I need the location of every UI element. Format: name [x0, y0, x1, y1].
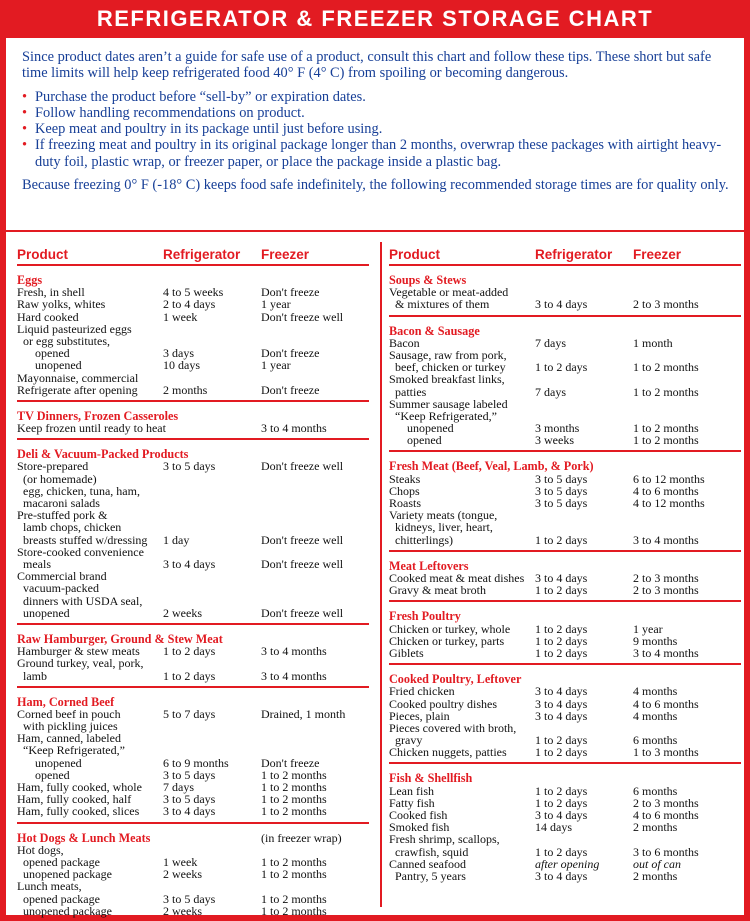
header-freezer: Freezer — [261, 247, 310, 262]
product-cell: opened — [17, 346, 70, 361]
freezer-cell: 1 year — [261, 358, 291, 373]
freezer-cell: 1 to 2 months — [261, 903, 327, 918]
freezer-cell: 1 to 3 months — [633, 745, 699, 760]
product-cell: Pantry, 5 years — [389, 868, 466, 883]
product-cell: Fatty fish — [389, 795, 435, 810]
product-cell: Refrigerate after opening — [17, 382, 138, 397]
table-row — [389, 746, 741, 758]
food-section — [389, 602, 741, 665]
freezer-cell: 3 to 4 months — [261, 668, 327, 683]
section-title-text: Deli & Vacuum-Packed Products — [17, 447, 189, 462]
product-cell: crawfish, squid — [389, 844, 469, 859]
table-row — [17, 534, 369, 546]
table-row — [389, 833, 741, 845]
freezer-cell: 1 to 2 months — [261, 780, 327, 795]
freezer-cell: 1 to 2 months — [633, 384, 699, 399]
freezer-cell: Don't freeze well — [261, 605, 344, 620]
table-row — [17, 744, 369, 756]
freezer-cell: 2 to 3 months — [633, 571, 699, 585]
section-title-text: Raw Hamburger, Ground & Stew Meat — [17, 631, 223, 646]
section-note: (in freezer wrap) — [261, 830, 342, 845]
product-cell: unopened — [17, 358, 82, 373]
freezer-cell: Drained, 1 month — [261, 706, 346, 721]
refrigerator-cell: 3 to 5 days — [163, 767, 216, 782]
product-cell: macaroni salads — [17, 496, 100, 511]
freezer-cell: 3 to 4 months — [261, 644, 327, 659]
refrigerator-cell: 3 to 4 days — [535, 868, 588, 883]
product-cell: opened — [389, 433, 442, 448]
right-column — [389, 244, 741, 886]
product-cell: Ham, fully cooked, half — [17, 792, 132, 807]
freezer-cell: Don't freeze — [261, 285, 320, 300]
table-row — [17, 359, 369, 371]
refrigerator-cell: 1 to 2 days — [535, 745, 588, 760]
table-row — [389, 647, 741, 659]
section-title-text: Cooked Poultry, Leftover — [389, 672, 522, 687]
freezer-cell: 1 to 2 months — [261, 767, 327, 782]
freezer-cell: 3 to 4 months — [261, 421, 327, 436]
food-section — [389, 266, 741, 317]
freezer-cell: out of can — [633, 856, 681, 871]
refrigerator-cell: 1 to 2 days — [535, 532, 588, 547]
product-cell: Vegetable or meat-added — [389, 285, 509, 300]
product-cell: gravy — [389, 733, 423, 748]
chart-body — [6, 230, 744, 918]
tip-item: • Follow handling recommendations on product. — [22, 104, 305, 121]
refrigerator-cell: 3 to 4 days — [535, 708, 588, 723]
table-row — [17, 582, 369, 594]
product-cell: opened package — [17, 854, 100, 869]
product-cell: Fresh shrimp, scallops, — [389, 832, 500, 847]
freezer-cell: 9 months — [633, 633, 678, 648]
product-cell: Fried chicken — [389, 684, 455, 699]
product-cell: Ham, canned, labeled — [17, 731, 121, 746]
product-cell: “Keep Refrigerated,” — [389, 408, 497, 423]
tip-item: • If freezing meat and poultry in its original package longer than 2 months, overwrap these packages with airtight heavy-duty foil, plastic wrap, or freezer paper, or place the package inside a plastic bag. — [22, 137, 722, 170]
bullet-icon: • — [22, 104, 28, 121]
table-row — [389, 434, 741, 446]
section-title-text: Fresh Meat (Beef, Veal, Lamb, & Pork) — [389, 459, 594, 474]
section-title — [17, 832, 369, 844]
freezer-cell: 1 to 2 months — [261, 854, 327, 869]
product-cell: Chicken or turkey, parts — [389, 633, 505, 648]
product-cell: opened package — [17, 891, 100, 906]
product-cell: meals — [17, 556, 51, 571]
refrigerator-cell: 1 week — [163, 309, 198, 324]
table-row — [17, 880, 369, 892]
table-row — [17, 670, 369, 682]
freezer-cell: 3 to 4 months — [633, 645, 699, 660]
intro-panel — [6, 38, 744, 230]
section-title-text: Soups & Stews — [389, 273, 467, 287]
product-cell: or egg substitutes, — [17, 333, 110, 348]
refrigerator-cell: 3 to 5 days — [163, 891, 216, 906]
refrigerator-cell: 1 to 2 days — [535, 621, 588, 636]
bullet-icon: • — [22, 121, 28, 138]
product-cell: unopened package — [17, 903, 112, 918]
header-freezer: Freezer — [633, 247, 682, 262]
refrigerator-cell: 3 weeks — [535, 433, 574, 448]
product-cell: unopened — [17, 755, 82, 770]
refrigerator-cell: 3 to 5 days — [535, 483, 588, 498]
header-refrigerator: Refrigerator — [163, 247, 241, 262]
freezer-cell: 2 to 3 months — [633, 795, 699, 810]
table-row — [17, 893, 369, 905]
product-cell: Commercial brand — [17, 569, 107, 584]
product-cell: Pre-stuffed pork & — [17, 508, 108, 523]
table-row — [389, 698, 741, 710]
product-cell: Chicken nuggets, patties — [389, 745, 507, 760]
table-row — [389, 373, 741, 385]
product-cell: Ham, fully cooked, whole — [17, 780, 142, 795]
product-cell: Chops — [389, 483, 420, 498]
product-cell: Smoked breakfast links, — [389, 372, 505, 387]
food-section — [17, 688, 369, 824]
table-row — [17, 311, 369, 323]
chart-title: REFRIGERATOR & FREEZER STORAGE CHART — [96, 6, 654, 31]
product-cell: Store-prepared — [17, 459, 89, 474]
product-cell: Keep frozen until ready to heat — [17, 421, 166, 436]
product-cell: Hard cooked — [17, 309, 79, 324]
freezer-cell: 2 months — [633, 820, 678, 835]
refrigerator-cell: 2 weeks — [163, 867, 202, 882]
table-row — [389, 846, 741, 858]
product-cell: Raw yolks, whites — [17, 297, 106, 312]
tip-item: • Keep meat and poultry in its package until just before using. — [22, 121, 383, 138]
column-header — [389, 244, 741, 266]
section-title — [389, 325, 741, 337]
product-cell: Mayonnaise, commercial — [17, 370, 139, 385]
food-section — [17, 625, 369, 688]
food-section — [389, 764, 741, 886]
section-title — [389, 772, 741, 784]
product-cell: patties — [389, 384, 427, 399]
product-cell: chitterlings) — [389, 532, 453, 547]
refrigerator-cell: 3 to 4 days — [163, 804, 216, 819]
product-cell: Steaks — [389, 471, 421, 486]
product-cell: Lean fish — [389, 783, 434, 798]
table-row — [17, 595, 369, 607]
refrigerator-cell: 3 to 4 days — [535, 297, 588, 312]
table-row — [389, 298, 741, 310]
food-section — [389, 317, 741, 453]
refrigerator-cell: 3 to 5 days — [535, 496, 588, 511]
table-row — [389, 870, 741, 882]
food-section — [389, 665, 741, 764]
product-cell: Roasts — [389, 496, 422, 511]
freezer-cell: 2 months — [633, 868, 678, 883]
bullet-icon: • — [22, 137, 28, 154]
product-cell: Smoked fish — [389, 820, 450, 835]
table-row — [389, 534, 741, 546]
refrigerator-cell: 1 to 2 days — [535, 583, 588, 598]
freezer-cell: 6 to 12 months — [633, 471, 705, 486]
refrigerator-cell: 3 to 4 days — [535, 571, 588, 585]
freezer-cell: 1 to 2 months — [633, 433, 699, 448]
food-section — [17, 824, 369, 921]
refrigerator-cell: 7 days — [163, 780, 194, 795]
freezer-cell: 1 to 2 months — [261, 891, 327, 906]
freezer-cell: 4 months — [633, 708, 678, 723]
table-row — [389, 623, 741, 635]
table-row — [17, 607, 369, 619]
refrigerator-cell: 3 days — [163, 346, 194, 361]
product-cell: Pieces, plain — [389, 708, 450, 723]
table-row — [389, 685, 741, 697]
freezer-cell: 1 month — [633, 335, 673, 350]
section-title-text: TV Dinners, Frozen Casseroles — [17, 408, 179, 423]
product-cell: Fresh, in shell — [17, 285, 85, 300]
refrigerator-cell: 3 to 5 days — [163, 792, 216, 807]
freezer-cell: 6 months — [633, 783, 678, 798]
freezer-cell: 4 to 6 months — [633, 808, 699, 823]
product-cell: with pickling juices — [17, 719, 118, 734]
product-cell: Store-cooked convenience — [17, 544, 144, 559]
intro-paragraph: Since product dates aren’t a guide for safe use of a product, consult this chart and follow these tips. These short but safe time limits will help keep refrigerated food 40° F (4° C) from spoiling or becoming dangerous. — [22, 49, 712, 82]
section-title-text: Ham, Corned Beef — [17, 694, 115, 709]
refrigerator-cell: 3 months — [535, 421, 580, 436]
column-header — [17, 244, 369, 266]
product-cell: Cooked meat & meat dishes — [389, 571, 525, 585]
header-refrigerator: Refrigerator — [535, 247, 613, 262]
product-cell: unopened — [17, 605, 70, 620]
refrigerator-cell: 1 to 2 days — [163, 668, 216, 683]
product-cell: kidneys, liver, heart, — [389, 520, 493, 535]
refrigerator-cell: 3 to 5 days — [163, 459, 216, 474]
product-cell: Cooked poultry dishes — [389, 696, 497, 711]
product-cell: opened — [17, 767, 70, 782]
freezer-cell: 1 to 2 months — [261, 792, 327, 807]
table-row — [17, 422, 369, 434]
refrigerator-cell: 3 to 5 days — [535, 471, 588, 486]
table-row — [17, 298, 369, 310]
section-title — [389, 460, 741, 472]
refrigerator-cell: 4 to 5 weeks — [163, 285, 224, 300]
table-row — [17, 384, 369, 396]
freezer-cell: 6 months — [633, 733, 678, 748]
table-row — [17, 757, 369, 769]
section-title-text: Bacon & Sausage — [389, 323, 480, 338]
product-cell: Gravy & meat broth — [389, 583, 486, 598]
product-cell: (or homemade) — [17, 471, 97, 486]
freezer-cell: Don't freeze well — [261, 309, 344, 324]
freezer-cell: 1 to 2 months — [261, 867, 327, 882]
refrigerator-cell: 6 to 9 months — [163, 755, 229, 770]
product-cell: Corned beef in pouch — [17, 706, 121, 721]
product-cell: Ground turkey, veal, pork, — [17, 656, 144, 671]
left-column — [17, 244, 369, 921]
table-row — [17, 805, 369, 817]
freezer-cell: 1 to 2 months — [633, 360, 699, 375]
refrigerator-cell: 1 to 2 days — [535, 360, 588, 375]
product-cell: egg, chicken, tuna, ham, — [17, 483, 140, 498]
section-title-text: Fresh Poultry — [389, 609, 461, 624]
freezer-cell: 3 to 4 months — [633, 532, 699, 547]
food-section — [389, 552, 741, 603]
refrigerator-cell: 14 days — [535, 820, 572, 835]
header-product: Product — [389, 247, 441, 262]
section-title-text: Meat Leftovers — [389, 558, 469, 573]
table-row — [17, 460, 369, 472]
product-cell: Canned seafood — [389, 856, 466, 871]
product-cell: Sausage, raw from pork, — [389, 347, 507, 362]
refrigerator-cell: 3 to 4 days — [535, 696, 588, 711]
bullet-icon: • — [22, 88, 28, 105]
table-row — [17, 372, 369, 384]
freezer-cell: 4 months — [633, 684, 678, 699]
refrigerator-cell: 3 to 4 days — [535, 684, 588, 699]
column-divider — [380, 242, 382, 907]
product-cell: Bacon — [389, 335, 420, 350]
product-cell: unopened package — [17, 867, 112, 882]
product-cell: Hamburger & stew meats — [17, 644, 140, 659]
table-row — [389, 386, 741, 398]
product-cell: Ham, fully cooked, slices — [17, 804, 140, 819]
freezer-cell: Don't freeze — [261, 346, 320, 361]
refrigerator-cell: 10 days — [163, 358, 200, 373]
product-cell: breasts stuffed w/dressing — [17, 532, 148, 547]
table-row — [17, 905, 369, 917]
freezer-cell: Don't freeze well — [261, 459, 344, 474]
product-cell: vacuum-packed — [17, 581, 99, 596]
header-product: Product — [17, 247, 69, 262]
refrigerator-cell: 1 week — [163, 854, 198, 869]
freezer-cell: 3 to 6 months — [633, 844, 699, 859]
food-section — [17, 266, 369, 402]
freezer-cell: 1 to 2 months — [261, 804, 327, 819]
food-section — [17, 402, 369, 440]
freezer-cell: 1 to 2 months — [633, 421, 699, 436]
freezing-note: Because freezing 0° F (-18° C) keeps food safe indefinitely, the following recommended storage times are for quality only. — [22, 177, 729, 194]
table-row — [389, 521, 741, 533]
refrigerator-cell: 1 to 2 days — [535, 645, 588, 660]
table-row — [389, 584, 741, 596]
freezer-cell: Don't freeze — [261, 382, 320, 397]
product-cell: Giblets — [389, 645, 424, 660]
freezer-cell: Don't freeze well — [261, 532, 344, 547]
refrigerator-cell: 1 to 2 days — [535, 733, 588, 748]
product-cell: dinners with USDA seal, — [17, 593, 143, 608]
refrigerator-cell: 7 days — [535, 384, 566, 399]
tip-item: • Purchase the product before “sell-by” or expiration dates. — [22, 88, 366, 105]
table-row — [17, 657, 369, 669]
refrigerator-cell: after opening — [535, 856, 600, 871]
refrigerator-cell: 1 to 2 days — [535, 844, 588, 859]
freezer-cell: 2 to 3 months — [633, 297, 699, 312]
refrigerator-cell: 2 to 4 days — [163, 297, 216, 312]
refrigerator-cell: 1 to 2 days — [535, 783, 588, 798]
product-cell: Variety meats (tongue, — [389, 508, 498, 523]
freezer-cell: 4 to 6 months — [633, 696, 699, 711]
product-cell: Cooked fish — [389, 808, 448, 823]
freezer-cell: 4 to 6 months — [633, 483, 699, 498]
product-cell: Hot dogs, — [17, 842, 64, 857]
refrigerator-cell: 7 days — [535, 335, 566, 350]
refrigerator-cell: 3 to 4 days — [535, 808, 588, 823]
section-title-text: Eggs — [17, 273, 43, 287]
product-cell: Liquid pasteurized eggs — [17, 321, 132, 336]
product-cell: unopened — [389, 421, 454, 436]
product-cell: beef, chicken or turkey — [389, 360, 506, 375]
refrigerator-cell: 1 to 2 days — [535, 633, 588, 648]
product-cell: Pieces covered with broth, — [389, 720, 517, 735]
freezer-cell: Don't freeze well — [261, 556, 344, 571]
refrigerator-cell: 2 weeks — [163, 605, 202, 620]
freezer-cell: 2 to 3 months — [633, 583, 699, 598]
freezer-cell: 1 year — [633, 621, 663, 636]
table-row — [17, 521, 369, 533]
product-cell: Summer sausage labeled — [389, 396, 508, 411]
freezer-cell: 1 year — [261, 297, 291, 312]
product-cell: lamb chops, chicken — [17, 520, 122, 535]
refrigerator-cell: 3 to 4 days — [163, 556, 216, 571]
product-cell: Lunch meats, — [17, 879, 82, 894]
refrigerator-cell: 2 months — [163, 382, 208, 397]
product-cell: “Keep Refrigerated,” — [17, 743, 125, 758]
section-title — [389, 610, 741, 622]
refrigerator-cell: 5 to 7 days — [163, 706, 216, 721]
refrigerator-cell: 1 day — [163, 532, 190, 547]
refrigerator-cell: 1 to 2 days — [535, 795, 588, 810]
tips-list — [22, 89, 734, 170]
product-cell: lamb — [17, 668, 47, 683]
freezer-cell: 4 to 12 months — [633, 496, 705, 511]
product-cell: & mixtures of them — [389, 297, 490, 312]
section-title-text: Hot Dogs & Lunch Meats — [17, 830, 151, 845]
freezer-cell: Don't freeze — [261, 755, 320, 770]
food-section — [17, 440, 369, 625]
section-title-text: Fish & Shellfish — [389, 771, 473, 786]
food-section — [389, 452, 741, 551]
refrigerator-cell: 1 to 2 days — [163, 644, 216, 659]
refrigerator-cell: 2 weeks — [163, 903, 202, 918]
product-cell: Chicken or turkey, whole — [389, 621, 511, 636]
